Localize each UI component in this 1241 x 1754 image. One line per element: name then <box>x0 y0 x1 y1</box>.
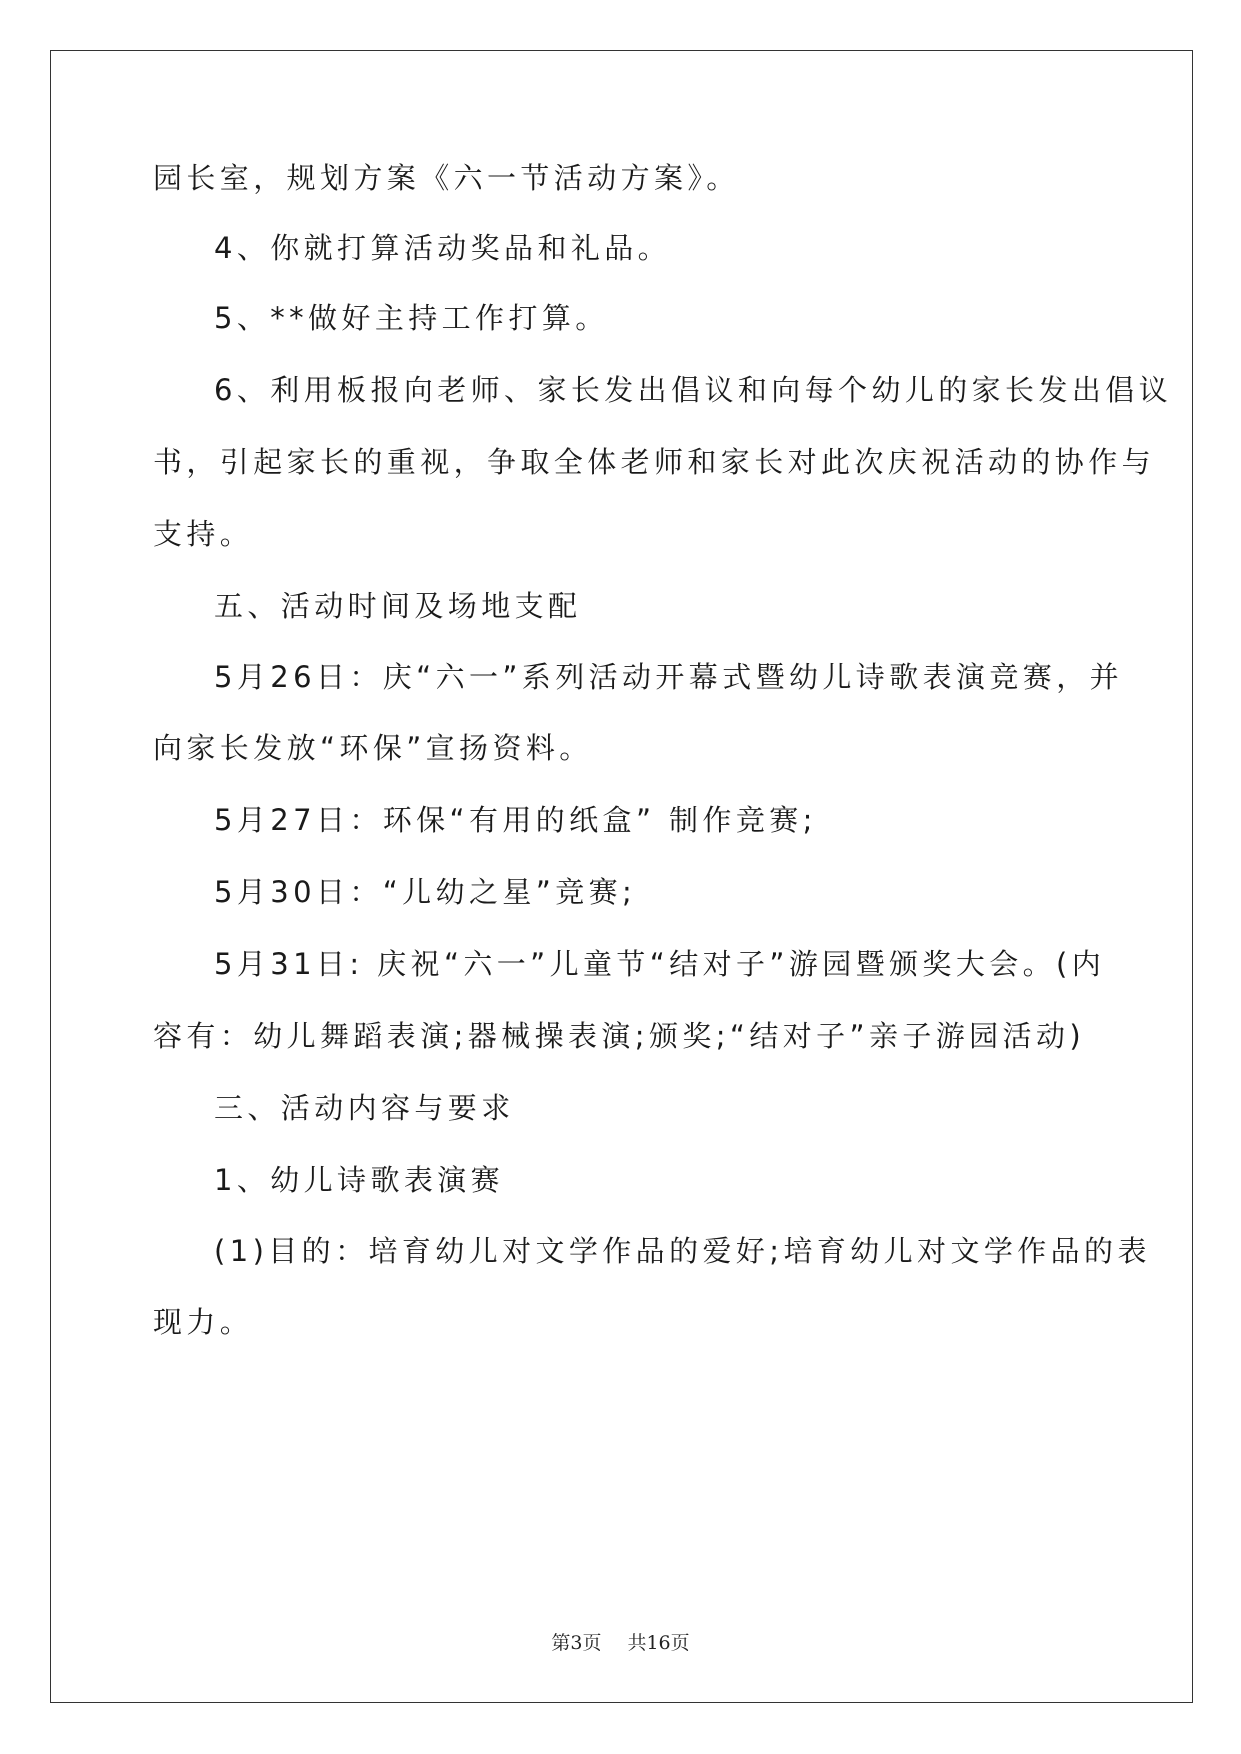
paragraph-line: 5月27日：环保“有用的纸盒” 制作竞赛; <box>214 803 817 837</box>
paragraph-line: 6、利用板报向老师、家长发出倡议和向每个幼儿的家长发出倡议 <box>214 373 1173 407</box>
paragraph-line: 5月26日：庆“六一”系列活动开幕式暨幼儿诗歌表演竞赛，并 <box>214 660 1124 694</box>
paragraph-line: 书，引起家长的重视，争取全体老师和家长对此次庆祝活动的协作与 <box>153 445 1156 479</box>
paragraph-line: 5月30日：“儿幼之星”竞赛; <box>214 875 637 909</box>
paragraph-line: 5月31日: 庆祝“六一”儿童节“结对子”游园暨颁奖大会。(内 <box>214 947 1106 981</box>
section-heading: 三、活动内容与要求 <box>214 1091 515 1125</box>
page-number: 第3页 <box>551 1632 602 1654</box>
page-total: 共16页 <box>627 1632 690 1654</box>
paragraph-line: 园长室，规划方案《六一节活动方案》。 <box>153 161 740 195</box>
paragraph-line: 5、**做好主持工作打算。 <box>214 301 609 335</box>
subsection-heading: 1、幼儿诗歌表演赛 <box>214 1163 505 1197</box>
paragraph-line: 现力。 <box>153 1305 254 1339</box>
paragraph-line: 向家长发放“环保”宣扬资料。 <box>153 731 593 765</box>
section-heading: 五、活动时间及场地支配 <box>214 589 582 623</box>
paragraph-line: 支持。 <box>153 517 254 551</box>
paragraph-line: 容有：幼儿舞蹈表演;器械操表演;颁奖;“结对子”亲子游园活动) <box>153 1019 1086 1053</box>
paragraph-line: 4、你就打算活动奖品和礼品。 <box>214 231 672 265</box>
page-footer <box>0 1628 1241 1655</box>
paragraph-line: (1)目的：培育幼儿对文学作品的爱好;培育幼儿对文学作品的表 <box>214 1234 1151 1268</box>
